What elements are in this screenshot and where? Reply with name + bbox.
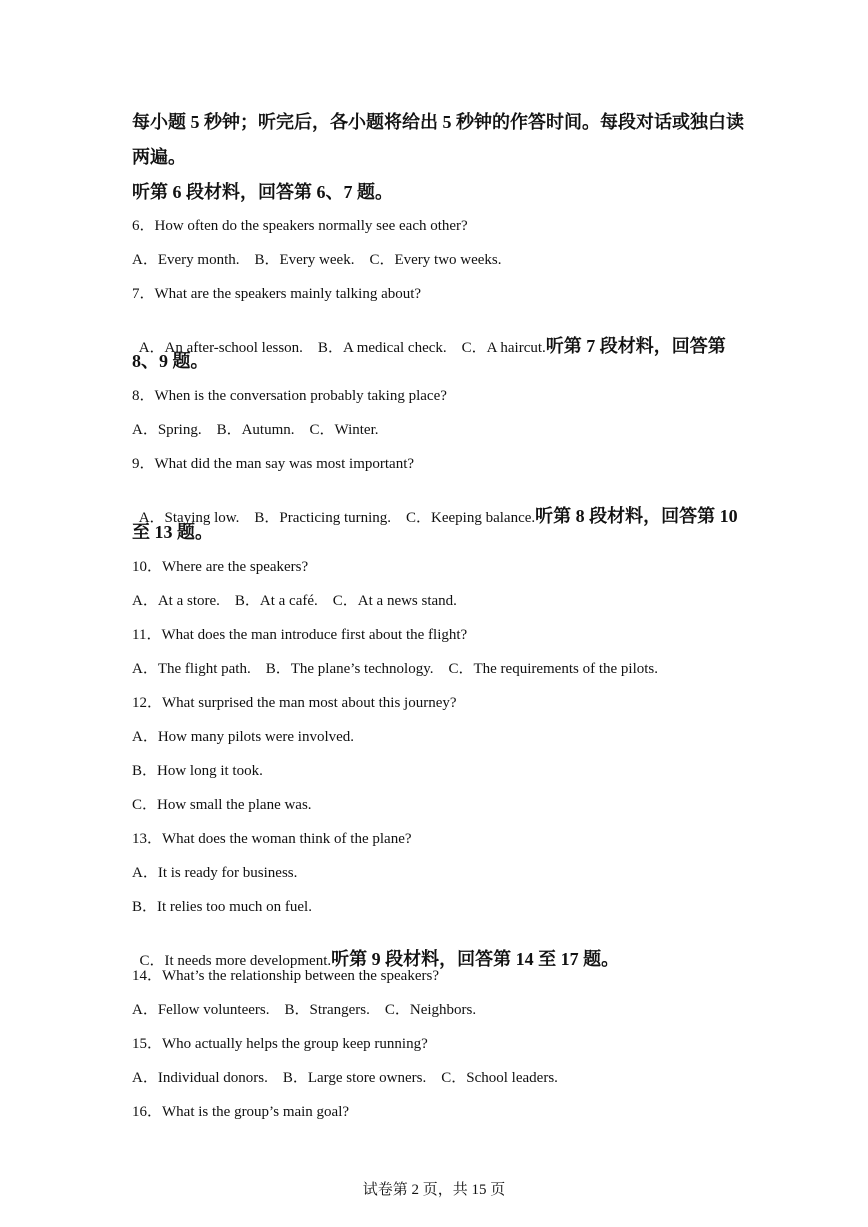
question-12: 12．What surprised the man most about this journey?: [132, 695, 457, 711]
question-13: 13．What does the woman think of the plane?: [132, 831, 412, 847]
section-heading-8: 听第 8 段材料，回答第 10: [535, 506, 738, 526]
question-7-options-line: [132, 316, 726, 358]
question-16: 16．What is the group’s main goal?: [132, 1104, 350, 1120]
section-heading-9: 听第 9 段材料，回答第 14 至 17 题。: [331, 949, 620, 969]
instruction-line-2: 两遍。: [132, 147, 186, 167]
question-9-options: A．Staying low. B．Practicing turning. C．Keeping balance.: [138, 510, 536, 526]
question-6-options: A．Every month. B．Every week. C．Every two weeks.: [132, 252, 502, 268]
section-heading-7: 听第 7 段材料，回答第: [545, 336, 726, 356]
question-6: 6．How often do the speakers normally see each other?: [132, 218, 468, 234]
question-15: 15．Who actually helps the group keep running?: [132, 1036, 428, 1052]
page-footer: 试卷第 2 页，共 15 页: [362, 1182, 506, 1198]
question-13-option-b: B．It relies too much on fuel.: [132, 899, 312, 915]
question-9: 9．What did the man say was most important?: [132, 456, 415, 472]
question-14: 14．What’s the relationship between the speakers?: [132, 968, 439, 984]
question-14-options: A．Fellow volunteers. B．Strangers. C．Neighbors.: [132, 1002, 477, 1018]
question-15-options: A．Individual donors. B．Large store owners. C．School leaders.: [132, 1070, 558, 1086]
question-10-options: A．At a store. B．At a café. C．At a news stand.: [132, 593, 457, 609]
section-heading-7-cont: 8、9 题。: [132, 351, 209, 371]
question-12-option-b: B．How long it took.: [132, 763, 263, 779]
question-13-option-c-line: [132, 929, 619, 971]
question-11: 11．What does the man introduce first about the flight?: [132, 627, 468, 643]
question-8: 8．When is the conversation probably taking place?: [132, 388, 447, 404]
question-7-options: A．An after-school lesson. B．A medical check. C．A haircut.: [138, 340, 546, 356]
question-9-options-line: [132, 486, 738, 528]
question-11-options: A．The flight path. B．The plane’s technology. C．The requirements of the pilots.: [132, 661, 659, 677]
question-13-option-c: C．It needs more development.: [139, 953, 332, 969]
section-heading-6: 听第 6 段材料，回答第 6、7 题。: [132, 182, 393, 202]
question-7: 7．What are the speakers mainly talking about?: [132, 286, 422, 302]
question-12-option-a: A．How many pilots were involved.: [132, 729, 355, 745]
question-13-option-a: A．It is ready for business.: [132, 865, 298, 881]
instruction-line-1: 每小题 5 秒钟；听完后，各小题将给出 5 秒钟的作答时间。每段对话或独白读: [132, 112, 744, 132]
section-heading-8-cont: 至 13 题。: [132, 522, 213, 542]
question-12-option-c: C．How small the plane was.: [132, 797, 312, 813]
question-8-options: A．Spring. B．Autumn. C．Winter.: [132, 422, 379, 438]
question-10: 10．Where are the speakers?: [132, 559, 309, 575]
